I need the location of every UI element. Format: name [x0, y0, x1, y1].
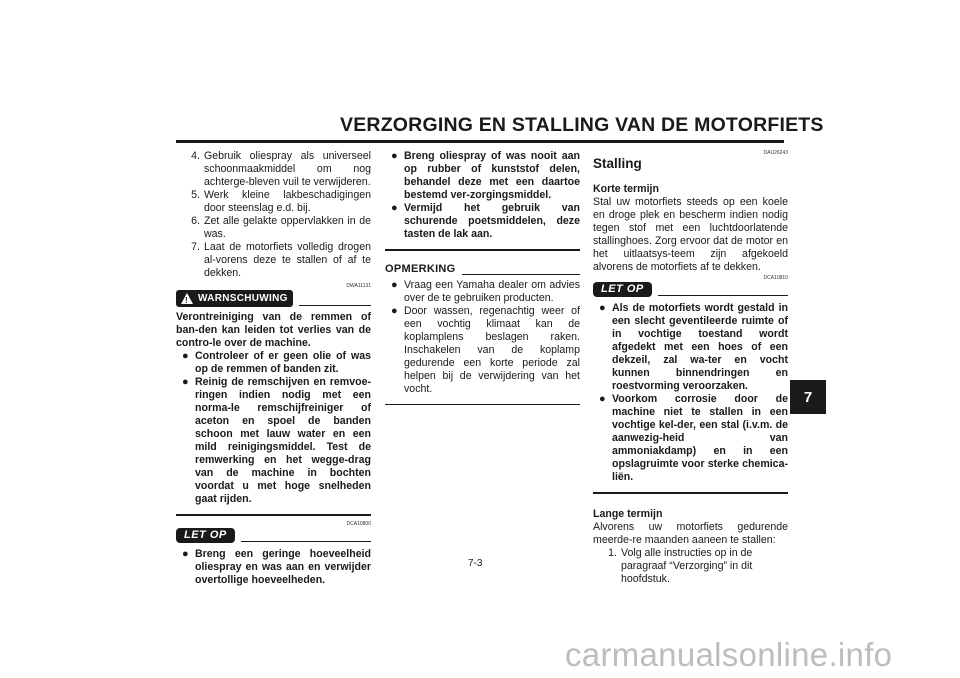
list-text: Laat de motorfiets volledig drogen al-vorens deze te stallen of af te dekken.	[204, 241, 371, 279]
list-text: Zet alle gelakte oppervlakken in de was.	[204, 215, 371, 240]
caution-code: DCA10810	[763, 275, 788, 281]
bullet-text: Vermijd het gebruik van schurende poetsmiddelen, deze tasten de lak aan.	[404, 202, 580, 240]
list-number: 1.	[608, 547, 617, 559]
column-2	[385, 150, 580, 405]
note-bullet	[385, 279, 580, 305]
page-number: 7-3	[468, 558, 483, 569]
list-item	[176, 150, 371, 189]
column-3	[593, 150, 788, 586]
paragraph: Alvorens uw motorfiets gedurende meerde-re maanden aaneen te stallen:	[593, 521, 788, 546]
caution-rule	[241, 541, 371, 542]
warning-badge	[176, 290, 293, 307]
warning-bullet	[176, 376, 371, 506]
caution-rule	[658, 295, 788, 296]
caution-bullet	[593, 302, 788, 393]
bullet-text: Controleer of er geen olie of was op de remmen of banden zit.	[195, 350, 371, 375]
list-item	[176, 189, 371, 215]
bullet-text: Door wassen, regenachtig weer of een vochtig klimaat kan de koplamplens beslagen raken. Inschakelen van de koplamp gedurende een korte periode zal helpen bij de verwijdering van het vocht.	[404, 305, 580, 395]
subsection-title: Korte termijn	[593, 183, 659, 195]
note-end-rule	[385, 404, 580, 405]
note-header	[385, 263, 580, 276]
bullet-text: Voorkom corrosie door de machine niet te stallen in een vochtige kel-der, een stal (i.v.m. de aanwezig-heid van ammoniakdamp) en in een opslagruimte voor sterke chemica-liën.	[612, 393, 788, 483]
list-text: Werk kleine lakbeschadigingen door steenslag e.d. bij.	[204, 189, 371, 214]
bullet-icon: ●	[182, 548, 189, 560]
caution-label: LET OP	[593, 282, 652, 297]
bullet-text: Breng een geringe hoeveelheid oliespray en was aan en verwijder overtollige hoeveelheden.	[195, 548, 371, 586]
caution-end-rule	[385, 249, 580, 251]
warning-header	[176, 290, 371, 307]
bullet-text: Als de motorfiets wordt gestald in een slecht geventileerde ruimte of in vochtige toestand wordt afgedekt met een hoes of een dekzeil, zal wa-ter en vocht kunnen binnendringen en roestvorming veroorzaken.	[612, 302, 788, 392]
column-1	[176, 150, 371, 587]
list-number: 4.	[191, 150, 200, 162]
bullet-text: Reinig de remschijven en remvoe-ringen indien nodig met een norma-le remschijfreiniger of aceton en spoel de banden schoon met lauw water en een mild reinigingsmiddel. Test de remwerking en het wegge-drag van de machine in bochten voordat u met hoge snelheden gaat rijden.	[195, 376, 371, 505]
bullet-icon: ●	[391, 202, 398, 214]
bullet-icon: ●	[391, 150, 398, 162]
caution-bullet	[176, 548, 371, 587]
bullet-text: Vraag een Yamaha dealer om advies over de te gebruiken producten.	[404, 279, 580, 304]
caution-bullet	[385, 202, 580, 241]
bullet-text: Breng oliespray of was nooit aan op rubber of kunststof delen, behandel deze met een daartoe bestemd ver-zorgingsmiddel.	[404, 150, 580, 201]
bullet-icon: ●	[182, 350, 189, 362]
bullet-icon: ●	[599, 393, 606, 405]
warning-label: WARNSCHUWING	[198, 293, 288, 304]
bullet-icon: ●	[391, 279, 398, 291]
note-rule	[462, 274, 580, 275]
caution-bullet	[593, 393, 788, 484]
caution-header	[593, 282, 788, 297]
list-text: Gebruik oliespray als universeel schoonmaakmiddel om nog achterge-bleven vuil te verwijderen.	[204, 150, 371, 188]
warning-code: DWA11131	[346, 283, 371, 289]
bullet-icon: ●	[391, 305, 398, 317]
paragraph: Stal uw motorfiets steeds op een koele en droge plek en bescherm indien nodig tegen stof met een luchtdoorlatende stallinghoes. Zorg ervoor dat de motor en het uitlaatsys-teem zijn afgekoeld alvorens de motorfiets af te dekken.	[593, 196, 788, 273]
list-text: Volg alle instructies op in de paragraaf “Verzorging” in dit hoofdstuk.	[621, 547, 753, 585]
bullet-icon: ●	[182, 376, 189, 388]
warning-bullet	[176, 350, 371, 376]
list-number: 5.	[191, 189, 200, 201]
section-title: Stalling	[593, 156, 642, 171]
warning-end-rule	[176, 514, 371, 516]
caution-code: DCA10800	[346, 521, 371, 527]
header-rule	[176, 140, 784, 143]
section-code: DAU26243	[763, 150, 788, 156]
list-item	[593, 547, 788, 586]
caution-header	[176, 528, 371, 543]
list-item	[176, 241, 371, 280]
bullet-icon: ●	[599, 302, 606, 314]
caution-label: LET OP	[176, 528, 235, 543]
note-label: OPMERKING	[385, 263, 456, 275]
caution-bullet	[385, 150, 580, 202]
chapter-tab: 7	[790, 380, 826, 414]
watermark: carmanualsonline.info	[565, 636, 893, 673]
list-number: 6.	[191, 215, 200, 227]
list-item	[176, 215, 371, 241]
subsection-title: Lange termijn	[593, 508, 663, 520]
list-number: 7.	[191, 241, 200, 253]
note-bullet	[385, 305, 580, 396]
page-title: VERZORGING EN STALLING VAN DE MOTORFIETS	[340, 114, 824, 136]
caution-end-rule	[593, 492, 788, 494]
warning-triangle-icon: !	[181, 293, 193, 304]
warning-rule	[299, 305, 371, 306]
warning-intro: Verontreiniging van de remmen of ban-den kan leiden tot verlies van de contro-le over de machine.	[176, 311, 371, 349]
